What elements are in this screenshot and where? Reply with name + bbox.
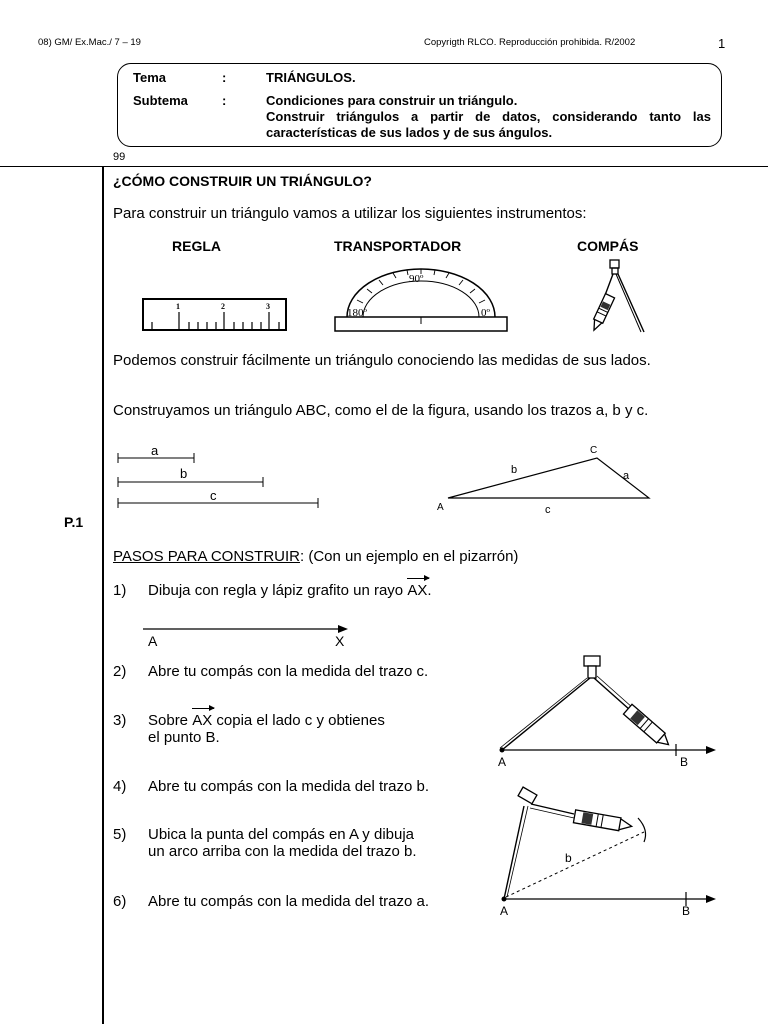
paragraph-construct: Construyamos un triángulo ABC, como el de la figura, usando los trazos a, b y c. (113, 402, 649, 419)
protractor-mark-0: 0º (481, 307, 490, 319)
compass-arc-figure (494, 782, 724, 922)
tema-label: Tema (133, 70, 166, 85)
document-code: 08) GM/ Ex.Mac./ 7 – 19 (38, 37, 141, 48)
pasos-heading (113, 548, 518, 565)
transportador-label: TRANSPORTADOR (334, 238, 462, 254)
protractor-mark-90: 90º (409, 273, 424, 285)
ruler-mark-1: 1 (176, 302, 180, 311)
step-5-text-line2: un arco arriba con la medida del trazo b. (148, 843, 417, 860)
paragraph-sides: Podemos construir fácilmente un triángulo conociendo las medidas de sus lados. (113, 352, 651, 369)
step-2-number: 2) (113, 663, 127, 680)
small-number: 99 (113, 151, 126, 163)
section-label: P.1 (64, 514, 84, 530)
subtema-line2: Construir triángulos a partir de datos, considerando tanto las características de sus lados y de sus ángulos. (266, 109, 711, 140)
step-4-text: Abre tu compás con la medida del trazo b. (148, 778, 429, 795)
vertical-rule (102, 166, 104, 1024)
horizontal-rule (0, 166, 768, 167)
tema-value: TRIÁNGULOS. (266, 70, 356, 85)
fig5-label-a: A (500, 904, 509, 918)
page-title: ¿CÓMO CONSTRUIR UN TRIÁNGULO? (113, 173, 372, 189)
ray-label-x: X (335, 633, 345, 649)
fig5-label-b: B (682, 904, 691, 918)
pasos-title: PASOS PARA CONSTRUIR (113, 548, 300, 565)
pasos-note: : (Con un ejemplo en el pizarrón) (299, 548, 519, 565)
segment-b-label: b (180, 466, 188, 481)
subtema-line1: Condiciones para construir un triángulo. (266, 93, 518, 108)
step-3-number: 3) (113, 712, 127, 729)
page-number: 1 (718, 36, 726, 51)
step-6-text: Abre tu compás con la medida del trazo a. (148, 893, 429, 910)
triangle-side-c: c (545, 504, 551, 516)
fig5-label-b-side: b (565, 851, 572, 865)
step-4-number: 4) (113, 778, 127, 795)
regla-label: REGLA (172, 238, 221, 254)
triangle-vertex-a: A (437, 502, 444, 513)
ray-ax-figure (140, 620, 355, 650)
segment-c-label: c (210, 488, 217, 503)
ray-ax-notation: AX (407, 582, 428, 599)
intro-text: Para construir un triángulo vamos a utilizar los siguientes instrumentos: (113, 205, 587, 222)
step-5-text: Ubica la punta del compás en A y dibuja (148, 826, 415, 843)
fig3-label-b: B (680, 755, 689, 769)
protractor-mark-180: 180º (347, 307, 367, 319)
ray-label-a: A (148, 633, 158, 649)
compass-illustration (582, 258, 662, 340)
triangle-vertex-c: C (590, 445, 598, 456)
triangle-side-b: b (511, 464, 518, 476)
segment-a-label: a (151, 443, 159, 458)
triangle-side-a: a (623, 470, 630, 482)
step-6-number: 6) (113, 893, 127, 910)
step-3-text: Sobre AX copia el lado c y obtienes (148, 712, 385, 729)
compass-on-ray-figure (494, 652, 724, 772)
subtema-label: Subtema (133, 93, 188, 108)
ruler-mark-2: 2 (221, 302, 225, 311)
step-2-text: Abre tu compás con la medida del trazo c. (148, 663, 429, 680)
copyright-notice: Copyrigth RLCO. Reproducción prohibida. R/2002 (424, 37, 636, 48)
protractor-illustration (333, 260, 513, 336)
triangle-abc-figure (430, 440, 660, 518)
segments-figure (112, 440, 327, 515)
step-1-text: Dibuja con regla y lápiz grafito un rayo AX. (148, 582, 432, 599)
compas-label: COMPÁS (577, 238, 639, 254)
step-3-text-line2: el punto B. (148, 729, 220, 746)
fig3-label-a: A (498, 755, 507, 769)
step-5-number: 5) (113, 826, 127, 843)
subtema-colon: : (222, 93, 227, 108)
ray-ax-notation: AX (192, 712, 213, 729)
ruler-illustration (140, 294, 290, 334)
tema-colon: : (222, 70, 227, 85)
step-1-number: 1) (113, 582, 127, 599)
ruler-mark-3: 3 (266, 302, 270, 311)
